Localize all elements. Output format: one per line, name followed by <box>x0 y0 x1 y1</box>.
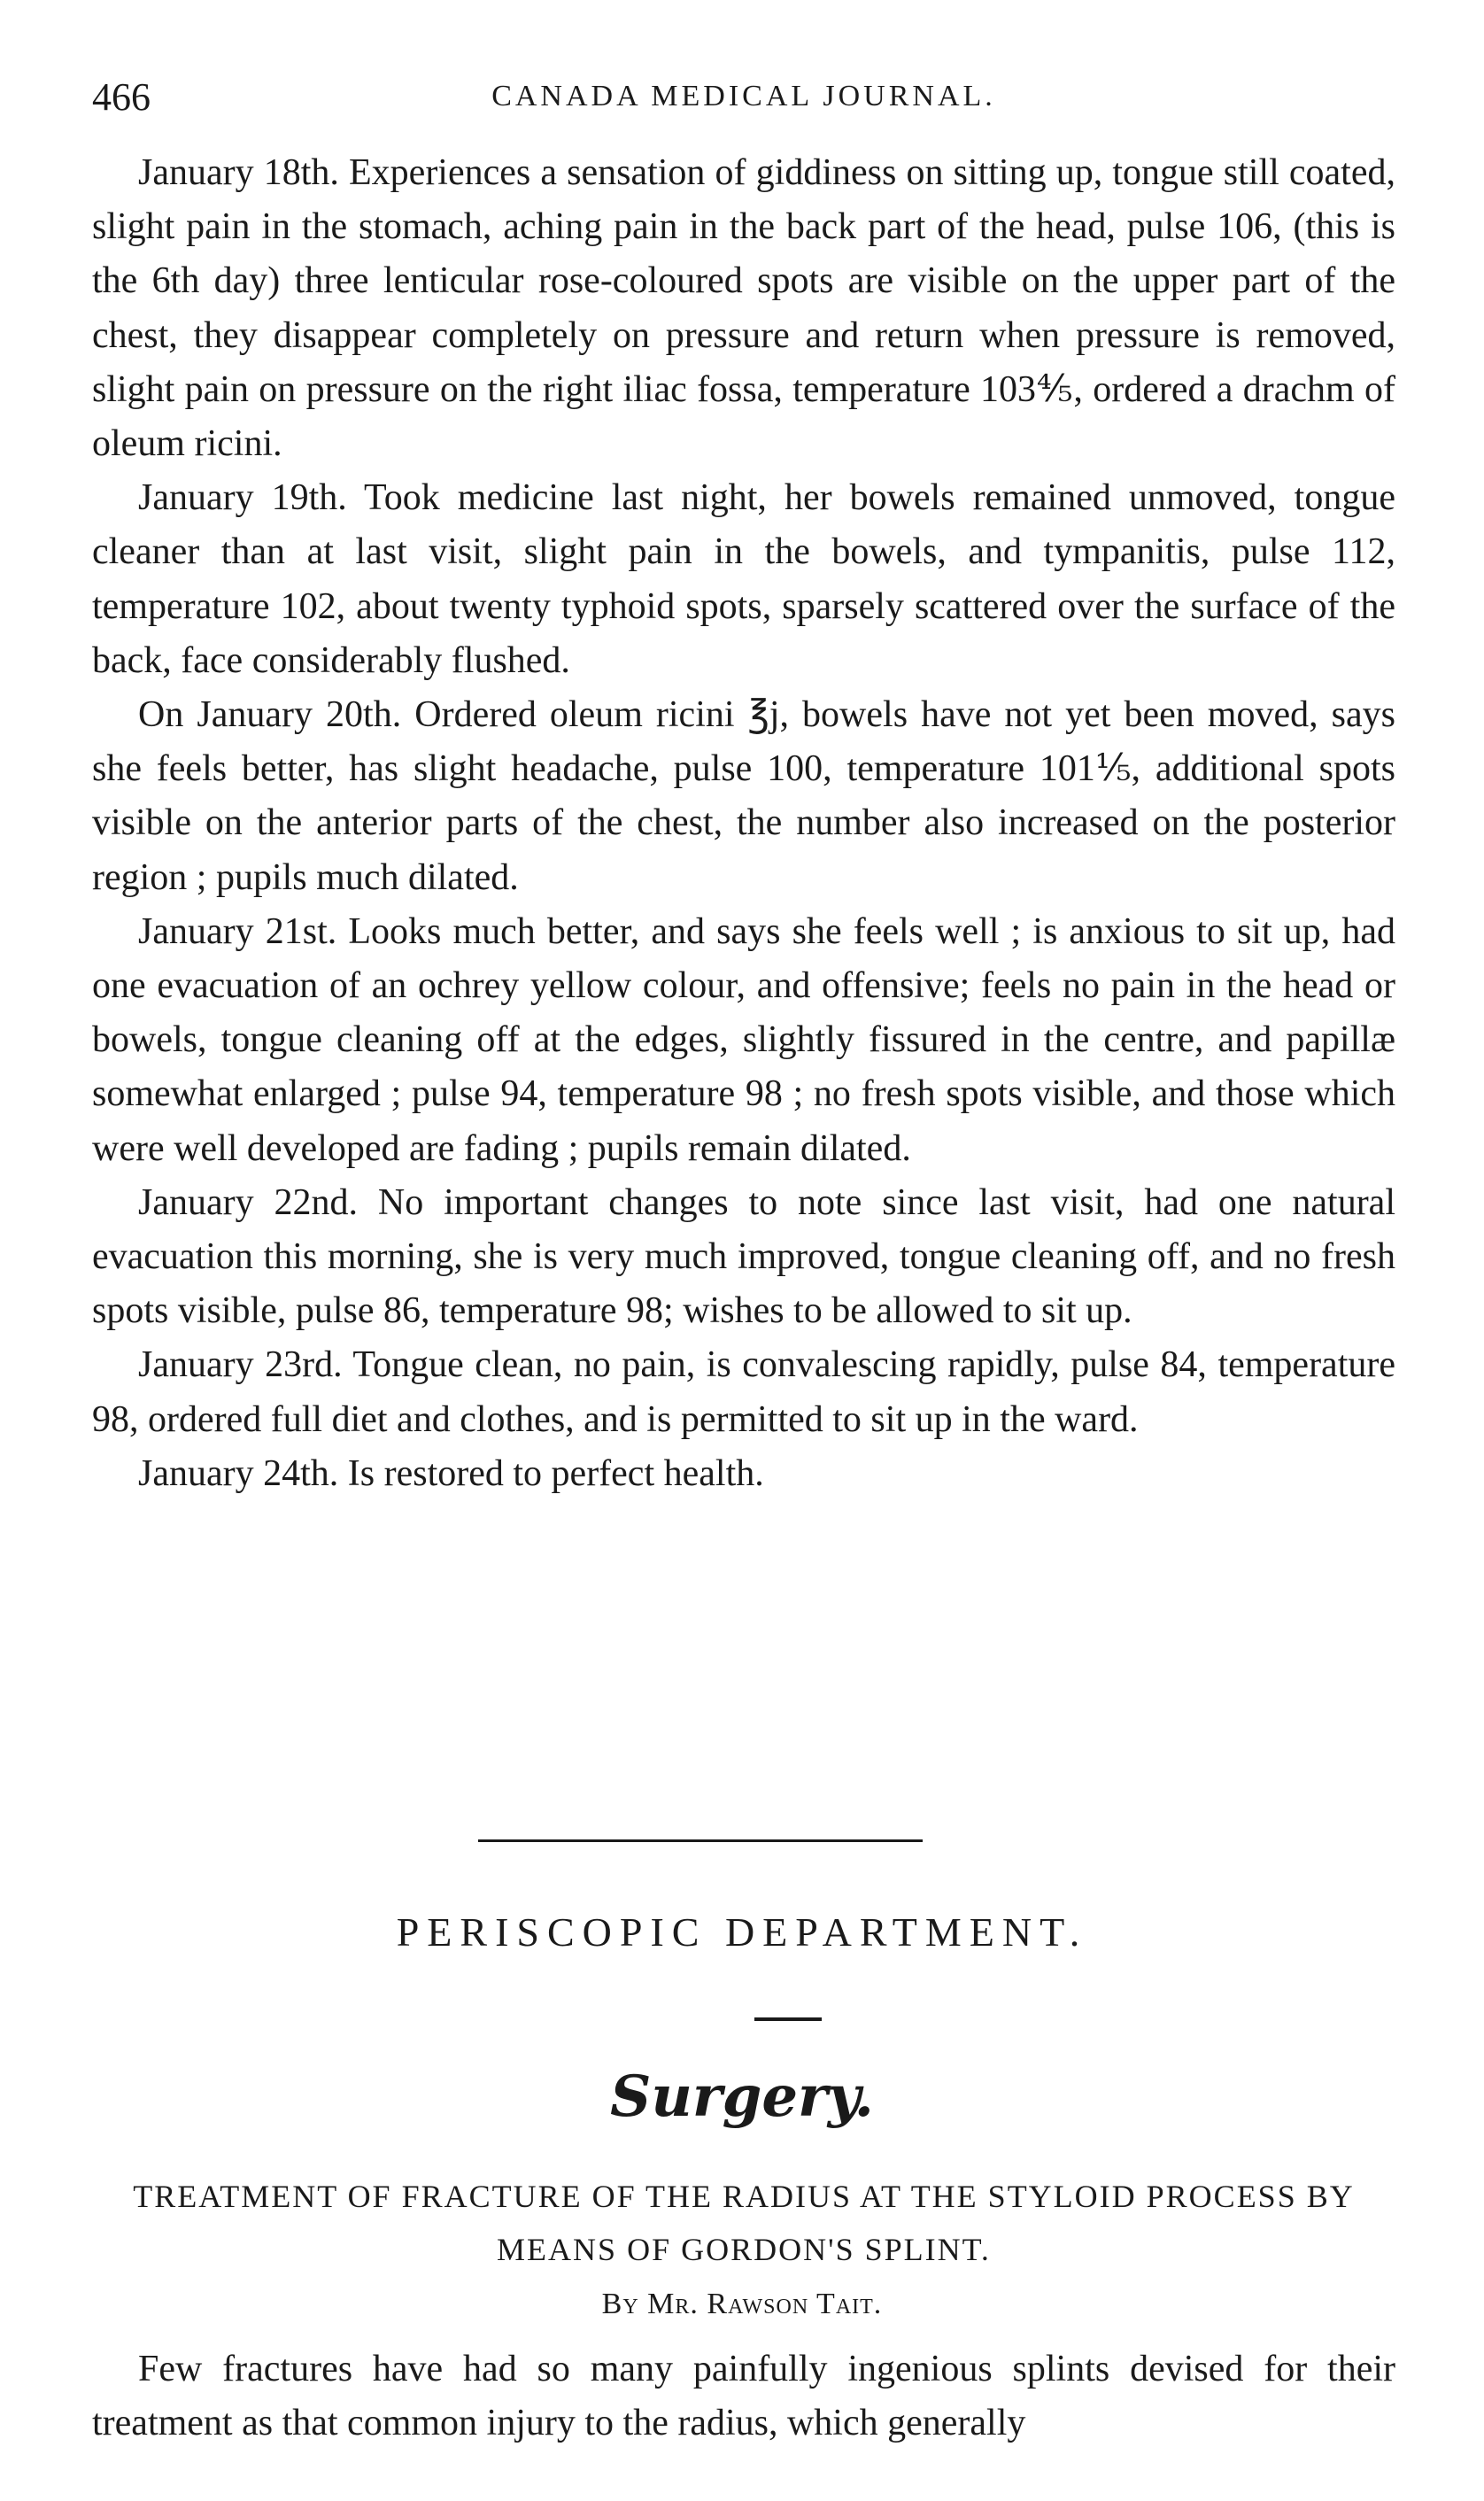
title-divider <box>754 2017 822 2021</box>
case-entry-jan-21: January 21st. Looks much better, and says she feels well ; is anxious to sit up, had one evacuation of an ochrey yellow colour, and offensive; feels no pain in the head or bowels, tongue cleaning off at the edges, slightly fissured in the centre, and papillæ somewhat enlarged ; pulse 94, temperature 98 ; no fresh spots visible, and those which were well developed are fading ; pupils remain dilated. <box>92 910 1395 1169</box>
section-heading: Surgery. <box>610 2064 874 2130</box>
article-paragraph: Few fractures have had so many painfully ingenious splints devised for their treatment as that common injury to the radius, which generally <box>92 2349 1395 2443</box>
case-entry-jan-18: January 18th. Experiences a sensation of giddiness on sitting up, tongue still coated, slight pain in the stomach, aching pain in the back part of the head, pulse 106, (this is the 6th day) three lenticular rose-coloured spots are visible on the upper part of the chest, they disappear completely on pressure and return when pressure is removed, slight pain on pressure on the right iliac fossa, temperature 103⅘, ordered a drachm of oleum ricini. <box>92 152 1395 465</box>
page-header <box>92 74 1395 128</box>
case-entry-jan-23: January 23rd. Tongue clean, no pain, is convalescing rapidly, pulse 84, temperature 98, ordered full diet and clothes, and is permitted to sit up in the ward. <box>92 1344 1395 1440</box>
article-body <box>92 2342 1395 2451</box>
running-head: CANADA MEDICAL JOURNAL. <box>491 80 996 112</box>
case-entry-jan-19: January 19th. Took medicine last night, her bowels remained unmoved, tongue cleaner than at last visit, slight pain in the bowels, and tympanitis, pulse 112, temperature 102, about twenty typhoid spots, sparsely scattered over the surface of the back, face considerably flushed. <box>92 477 1395 681</box>
section-divider <box>478 1839 923 1842</box>
case-entry-jan-24: January 24th. Is restored to perfect health. <box>138 1452 764 1494</box>
case-entry-jan-20: On January 20th. Ordered oleum ricini ℥j, bowels have not yet been moved, says she feels better, has slight headache, pulse 100, temperature 101⅕, additional spots visible on the anterior parts of the chest, the number also increased on the posterior region ; pupils much dilated. <box>92 694 1395 898</box>
article-author: By Mr. Rawson Tait. <box>601 2288 883 2320</box>
page-number: 466 <box>92 75 151 119</box>
case-entry-jan-22: January 22nd. No important changes to note since last visit, had one natural evacuation this morning, she is very much improved, tongue cleaning off, and no fresh spots visible, pulse 86, temperature 98; wishes to be allowed to sit up. <box>92 1181 1395 1332</box>
case-notes <box>92 146 1395 1501</box>
article-title: TREATMENT OF FRACTURE OF THE RADIUS AT THE STYLOID PROCESS BY MEANS OF GORDON'S SPLINT. <box>133 2179 1355 2267</box>
department-title: PERISCOPIC DEPARTMENT. <box>396 1909 1088 1955</box>
